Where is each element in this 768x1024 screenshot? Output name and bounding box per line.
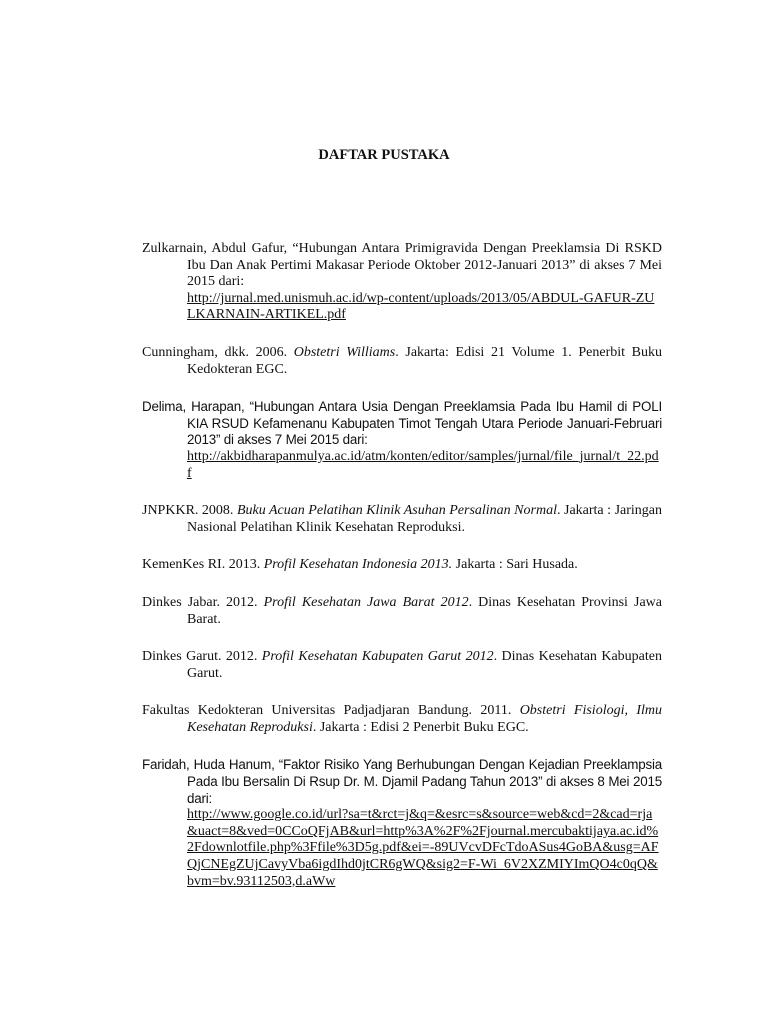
reference-author: KemenKes RI. 2013. xyxy=(142,557,264,573)
reference-publisher: . Jakarta: Edisi 21 Volume 1. Penerbit Buku Kedokteran EGC. xyxy=(187,344,662,377)
reference-kemenkes xyxy=(142,557,662,574)
reference-cunningham xyxy=(142,345,662,378)
page-title: DAFTAR PUSTAKA xyxy=(318,147,450,163)
reference-list xyxy=(142,241,662,911)
reference-text: Zulkarnain, Abdul Gafur, “Hubungan Antara Primigravida Dengan Preeklamsia Di RSKD Ibu Dan Anak Pertimi Makasar Periode Oktober 2012-Januari 2013” di akses 7 Mei 2015 dari: xyxy=(142,241,662,290)
reference-publisher: . Jakarta : Edisi 2 Penerbit Buku EGC. xyxy=(312,719,529,735)
reference-publisher: . Dinas Kesehatan Kabupaten Garut. xyxy=(187,649,662,681)
reference-text: Faridah, Huda Hanum, “Faktor Risiko Yang Berhubungan Dengan Kejadian Preeklampsia Pada Ibu Bersalin Di Rsup Dr. M. Djamil Padang Tahun 2013” di akses 8 Mei 2015 dari: xyxy=(142,757,662,806)
reference-author: JNPKKR. 2008. xyxy=(142,503,237,519)
reference-book-title: Profil Kesehatan Indonesia 2013. xyxy=(263,557,453,573)
reference-author: Dinkes Jabar. 2012. xyxy=(142,594,264,610)
reference-delima xyxy=(142,399,662,482)
reference-dinkes-garut xyxy=(142,649,662,682)
reference-author: Dinkes Garut. 2012. xyxy=(142,649,262,665)
reference-dinkes-jabar xyxy=(142,595,662,628)
reference-publisher: . Jakarta : Jaringan Nasional Pelatihan Klinik Kesehatan Reproduksi. xyxy=(187,503,662,535)
reference-publisher: Jakarta : Sari Husada. xyxy=(452,557,578,573)
reference-author: Cunningham, dkk. 2006. xyxy=(142,344,294,360)
reference-faridah xyxy=(142,757,662,890)
reference-book-title: Profil Kesehatan Jawa Barat 2012 xyxy=(263,594,469,610)
reference-unpad xyxy=(142,703,662,736)
reference-book-title: Obstetri Williams xyxy=(293,344,396,360)
reference-link[interactable]: http://jurnal.med.unismuh.ac.id/wp-content/uploads/2013/05/ABDUL-GAFUR-ZULKARNAIN-ARTIKEL.pdf xyxy=(187,290,655,323)
reference-book-title: Obstetri Fisiologi, Ilmu Kesehatan Reproduksi xyxy=(187,703,662,735)
reference-text: Delima, Harapan, “Hubungan Antara Usia Dengan Preeklamsia Pada Ibu Hamil di POLI KIA RSUD Kefamenanu Kabupaten Timot Tengah Utara Periode Januari-Februari 2013” di akses 7 Mei 2015 dari: xyxy=(142,399,662,448)
reference-author: Fakultas Kedokteran Universitas Padjadjaran Bandung. 2011. xyxy=(142,703,520,719)
reference-zulkarnain xyxy=(142,241,662,324)
reference-jnpkkr xyxy=(142,503,662,536)
reference-book-title: Profil Kesehatan Kabupaten Garut 2012 xyxy=(261,649,494,665)
reference-book-title: Buku Acuan Pelatihan Klinik Asuhan Persalinan Normal xyxy=(236,503,557,519)
reference-link[interactable]: http://www.google.co.id/url?sa=t&rct=j&q=&esrc=s&source=web&cd=2&cad=rja&uact=8&ved=0CCoQFjAB&url=http%3A%2F%2Fjournal.mercubaktijaya.ac.id%2Fdownlotfile.php%3Ffile%3D5g.pdf&ei=-89UVcvDFcTdoASus4GoBA&usg=AFQjCNEgZUjCavyVba6igdIhd0jtCR6gWQ&sig2=F-Wi_6V2XZMIYImQO4c0qQ&bvm=bv.93112503,d.aWw xyxy=(187,807,659,889)
reference-link[interactable]: http://akbidharapanmulya.ac.id/atm/konten/editor/samples/jurnal/file_jurnal/t_22.pdf xyxy=(187,448,659,481)
reference-publisher: . Dinas Kesehatan Provinsi Jawa Barat. xyxy=(187,594,662,627)
